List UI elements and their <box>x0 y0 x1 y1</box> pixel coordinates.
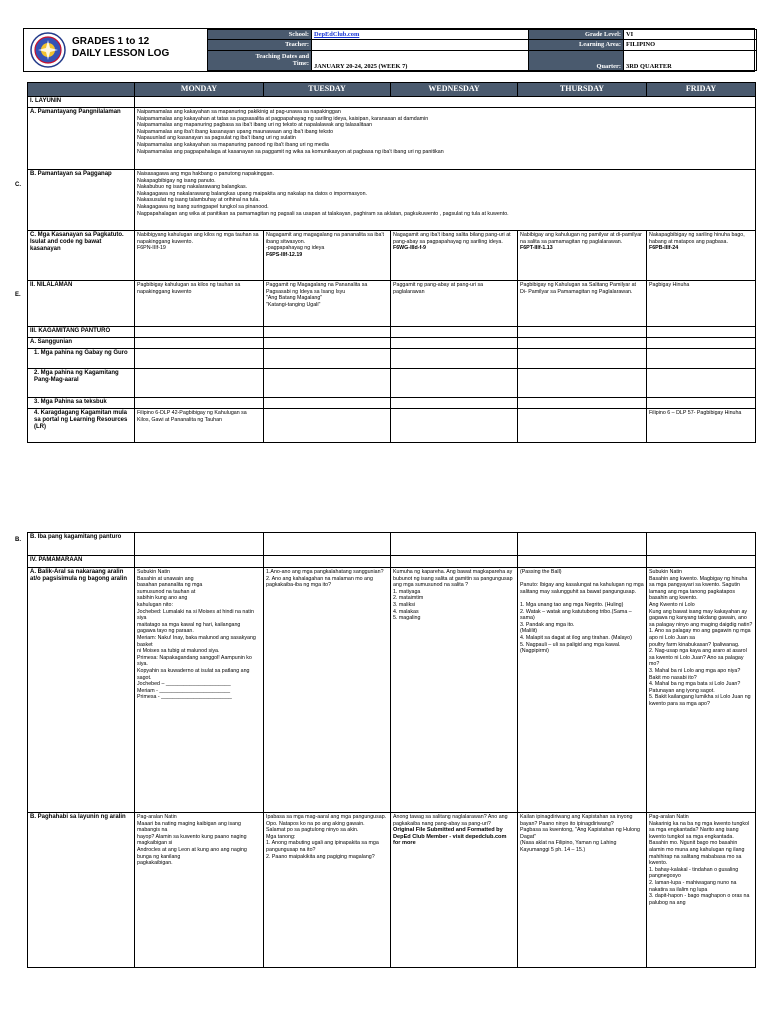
header-title <box>72 36 169 60</box>
depedclub-notice: Original File Submitted and Formatted by DepEd Club Member - visit depedclub.com for more <box>393 827 507 847</box>
balik-label: A. Balik-Aral sa nakaraang aralin at/o pagsisimula ng bagong aralin <box>28 568 135 813</box>
margin-mark-e: E. <box>15 292 21 298</box>
grade-value: VI <box>624 30 757 40</box>
iba-label: B. Iba pang kagamitang panturo <box>28 533 135 556</box>
quarter-value: 3RD QUARTER <box>624 50 757 71</box>
teacher-value <box>312 40 529 50</box>
nilalaman-monday: Pagbibigay kahulugan sa kilos ng tauhan sa napakinggang kuwento <box>135 281 264 327</box>
paghahabi-label: B. Paghahabi sa layunin ng aralin <box>28 813 135 968</box>
pagganap-text: Naisasagawa ang mga hakbang o panutong napakinggan. Nakapagbibigay ng isang panuto. Nakabubuo ng isang nakalarawang balangkas. Nakagagawa ng nakalarawang balangkas upang maipakita ang nakalap na datos o impormasyon. Nakasusulat ng isang talambuhay at orihinal na tula. Nakagagawa ng isang suringpapel tungkol sa pinanood. Nagpapahalagan ang wika at panitikan sa pamamagitan ng pagsali sa usapan at talakayan, paghiram sa aklatan, pagkukuwento , pagsulat ng tula at kuwento. <box>135 170 756 231</box>
nilalaman-friday: Pagbigay Hinuha <box>647 281 756 327</box>
paghahabi-wednesday: Anong tawag sa salitang naglalarawan? Ano ang pagkakaiba nang pang-abay sa pang-uri? Original File Submitted and Formatted by DepEd Club Member - visit depedclub.com for more <box>391 813 518 968</box>
nilalaman-thursday: Pagbibigay ng Kahulugan sa Salitang Pamilyar at Di- Pamilyar sa Pamamagitan ng Paglalarawan. <box>518 281 647 327</box>
paghahabi-friday: Pag-aralan Natin Nakarinig ka na ba ng mga kwento tungkol sa mga engkantada? Narito ang isang kwento tungkol sa mga engkantada. Basahin mo. Ngunit bago mo basahin alamin mo muna ang kahulugan ng ilang mahihirap na salitang mababasa mo sa kwento. 1. bahay-kalakal - tindahan o gusaling pangnegosyo 2. laman-lupa - mahiwagang nuno na nakatira sa ilalim ng lupa 3. dapit-hapon - bago maghapon o oras na palubog na ang <box>647 813 756 968</box>
nilalaman-label: II. NILALAMAN <box>28 281 135 327</box>
balik-monday: Subukin Natin Basahin at unawain ang basahan pananalita ng mga sumusunod na tauhan at sabihin kung ano ang kahulugan nito: Jochebed: Lumalaki na si Moises at hindi na natin siya maitatago sa mga kawal ng hari, kailangang gagawa tayo ng paraan. Meriam: Naku! Inay, baka malunod ang sasakyang basket ni Moises sa tubig at malunod siya. Primesa: Napakagandang sanggol! Aampunin ko siya. Kopyahin sa kuwaderno at isulat sa patlang ang sagot. Jochebed – ______________________ Meriam - ________________________ Primesa - ________________________ <box>135 568 264 813</box>
balik-wednesday: Kumuha ng kapareha. Ang bawat magkapareha ay bubunot ng isang salita at gamitin sa pangungusap ang mga sumusunod na salita ? 1. matiyaga 2. mataimtim 3. maliksi 4. malakas 5. magaling <box>391 568 518 813</box>
day-header-thursday: THURSDAY <box>518 83 647 97</box>
header-title-line1: GRADES 1 to 12 <box>72 36 150 47</box>
area-value: FILIPINO <box>624 40 757 50</box>
day-header-monday: MONDAY <box>135 83 264 97</box>
day-header-tuesday: TUESDAY <box>264 83 391 97</box>
deped-seal-icon <box>30 32 66 68</box>
header-title-line2: DAILY LESSON LOG <box>72 48 170 59</box>
karagdagang-label: 4. Karagdagang Kagamitan mula sa portal ng Learning Resources (LR) <box>28 409 135 443</box>
kasanayan-label: C. Mga Kasanayan sa Pagkatuto. Isulat and code ng bawat kasanayan <box>28 231 135 281</box>
kasanayan-tuesday: Nagagamit ang magagalang na pananalita sa iba't ibang sitwasyon. -pagpapahayag ng ideya F6PS-IIIf-12.19 <box>264 231 391 281</box>
quarter-label: Quarter: <box>529 50 624 71</box>
dll-header <box>23 28 755 72</box>
dates-label: Teaching Dates and Time: <box>208 50 312 71</box>
area-label: Learning Area: <box>529 40 624 50</box>
gabay-label: 1. Mga pahina ng Gabay ng Guro <box>28 349 135 369</box>
balik-thursday: (Passing the Ball) Panuto: Ibigay ang kasalungat na kahulugan ng mga salitang may salungguhit sa bawat pangungusap. 1. Mga unang tao ang mga Negrito. (Huling) 2. Watak – watak ang katutubong tribo.(Sama – sama) 3. Pandak ang mga ito. (Malilit) 4. Malapit sa dagat at ilog ang tirahan. (Malayo) 5. Nagpauli – uli sa paligid ang mga kawal.(Nagpipirmi) <box>518 568 647 813</box>
lesson-table-bottom <box>27 532 756 968</box>
balik-tuesday: 1.Ano-ano ang mga pangkalahatang sanggunian? 2. Ano ang kahalagahan na malaman mo ang pagkakaiba-iba ng mga ito? <box>264 568 391 813</box>
layunin-heading: I. LAYUNIN <box>28 97 135 108</box>
day-header-friday: FRIDAY <box>647 83 756 97</box>
school-link[interactable]: DepEdClub.com <box>314 31 360 39</box>
day-header-wednesday: WEDNESDAY <box>391 83 518 97</box>
nilalaman-tuesday: Paggamit ng Magagalang na Pananalita sa Pagsasabi ng Ideya sa Isang Isyu "Ang Batang Magalang" "Katangi-tanging Ugali" <box>264 281 391 327</box>
kasanayan-monday: Nabibigyang kahulugan ang kilos ng mga tauhan sa napakinggang kuwento. F6PN-IIIf-19 <box>135 231 264 281</box>
pagganap-label: B. Pamantayan sa Pagganap <box>28 170 135 231</box>
balik-friday: Subukin Natin Basahin ang kwento. Magbigay ng hinuha sa mga pangyayari sa kwento. Sagutin lamang ang mga tanong pagkatapos basahin ang kwento. Ang Kwento ni Lolo Kung ang bawat isang may kakayahan ay gagawa ng kanyang takdang gawain, ano sa palagay ninyo ang maging daigdig natin? 1. Ano sa palagay mo ang gagawin ng mga apo ni Lolo Juan sa poultry farm kinabukasan? Ipaliwanag. 2. Nag-usap nga kaya ang araro at asarol sa kwento ni Lolo Juan? Ano sa palagay mo? 3. Mahal ba ni Lolo ang mga apo niya? Bakit mo nasabi ito? 4. Mahal ba ng mga bata si Lolo Juan? Patunayan ang iyong sagot. 5. Bakit kailangang lumikha si Lolo Juan ng kwento para sa mga apo? <box>647 568 756 813</box>
header-info <box>207 29 756 71</box>
karagdagang-friday: Filipino 6 – DLP 57- Pagbibigay Hinuha <box>647 409 756 443</box>
kagamitang-label: 2. Mga pahina ng Kagamitang Pang-Mag-aaral <box>28 369 135 398</box>
karagdagang-monday: Filipino 6-DLP 42-Pagbibigay ng Kahulugan sa Kilos, Gawi at Pananalita ng Tauhan <box>135 409 264 443</box>
pamamaraan-heading: IV. PAMAMARAAN <box>28 556 135 568</box>
lesson-table-top <box>27 82 756 443</box>
teksbuk-label: 3. Mga Pahina sa teksbuk <box>28 398 135 409</box>
paghahabi-thursday: Kailan ipinagdiriwang ang Kapistahan sa inyong bayan? Paano ninyo ito ipinagdiriwang? Pagbasa sa kwentong, "Ang Kapistahan ng Hulong Dagat" (Nasa aklat na Filipino, Yaman ng Lahing Kayumanggi 5 ph. 14 – 15.) <box>518 813 647 968</box>
kasanayan-friday: Nakapagbibigay ng sariling hinuha bago, habang at matapos ang pagbasa. F6PB-IIIf-24 <box>647 231 756 281</box>
kasanayan-wednesday: Nagagamit ang iba't ibang salita bilang pang-uri at pang-abay sa pagpapahayag ng sariling ideya. F6WG-IIId-f-9 <box>391 231 518 281</box>
school-label: School: <box>208 30 312 40</box>
pamantayang-label: A. Pamantayang Pangnilalaman <box>28 108 135 170</box>
sanggunian-label: A. Sanggunian <box>28 338 135 349</box>
paghahabi-monday: Pag-aralan Natin Maaari ba nating maging kaibigan ang isang mabangis na hayop? Alamin sa kuwento kung paano naging magkaibigan si Androcles at ang Leon at kung ano ang naging bunga ng kanilang pagkakaibigan. <box>135 813 264 968</box>
margin-mark-c: C. <box>15 182 21 188</box>
kasanayan-thursday: Nabibigay ang kahulugan ng pamilyar at di-pamilyar na salita sa pamamagitan ng paglalarawan. F6PT-IIIf-1.13 <box>518 231 647 281</box>
corner-header-cell <box>28 83 135 97</box>
margin-mark-b: B. <box>15 537 21 543</box>
nilalaman-wednesday: Paggamit ng pang-abay at pang-uri sa paglalarawan <box>391 281 518 327</box>
paghahabi-tuesday: Ipabasa sa mga mag-aaral ang mga pangungusap. Opo. Natapos ko na po ang aking gawain. Salamat po sa pagtulong ninyo sa akin. Mga tanong: 1. Anong mabuting ugali ang ipinapakita sa mga pangungusap na ito? 2. Paano maipakikita ang pagiging magalang? <box>264 813 391 968</box>
pamantayang-text: Naipamamalas ang kakayahan sa mapanuring pakikinig at pag-unawa sa napakinggan Naipamamalas ang kakayahan at tatas sa pagsasalita at pagpapahayag ng sariling ideya, kaisipan, karanasan at damdamin Naipamamalas ang mapanuring pagbasa sa iba't ibang uri ng teksto at napalalawak ang talasalitaan Naipamamalas ang iba't ibang kasanayan upang maunawaan ang iba't ibang teksto Napauunlad ang kasanayan sa pagsulat ng iba't ibang uri ng sulatin Naipamamalas ang kakayahan sa mapanuring panood ng iba't ibang uri ng media Naipamamalas ang pagpapahalaga at kasanayan sa paggamit ng wika sa komunikasyon at pagbasa ng iba't ibang uri ng panitikan <box>135 108 756 170</box>
teacher-label: Teacher: <box>208 40 312 50</box>
kagamitan-heading: III. KAGAMITANG PANTURO <box>28 327 135 338</box>
grade-label: Grade Level: <box>529 30 624 40</box>
dates-value: JANUARY 20-24, 2025 (WEEK 7) <box>312 50 529 71</box>
